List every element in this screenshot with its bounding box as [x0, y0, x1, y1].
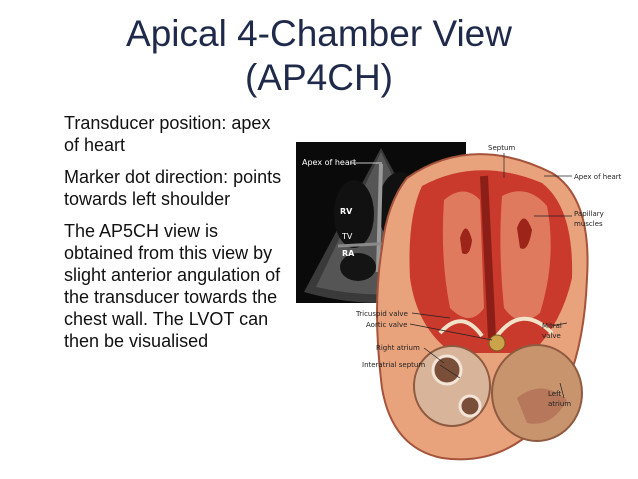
anatomy-label-apex: Apex of heart	[574, 173, 622, 181]
anatomy-label-mitral-1: Mitral	[542, 322, 562, 330]
anatomy-label-septum: Septum	[488, 144, 516, 152]
anatomy-label-left-atrium-1: Left	[548, 390, 562, 398]
heart-anatomy-image	[352, 138, 632, 475]
anatomy-label-papillary-2: muscles	[574, 220, 603, 228]
bullet-list	[64, 112, 284, 362]
anatomy-label-tricuspid: Tricuspid valve	[356, 310, 408, 318]
anatomy-label-mitral-2: valve	[542, 332, 561, 340]
title-line-2: (AP4CH)	[244, 57, 394, 98]
slide-title	[0, 12, 638, 100]
bullet-ap5ch: The AP5CH view is obtained from this view by slight anterior angulation of the transducer towards the chest wall. The LVOT can then be visualised	[64, 221, 281, 351]
anatomy-label-papillary-1: Papillary	[574, 210, 604, 218]
anatomy-label-left-atrium-2: atrium	[548, 400, 572, 408]
bullet-marker-dot: Marker dot direction: points towards left shoulder	[64, 167, 282, 209]
echo-label-ra: RA	[342, 249, 355, 258]
echo-label-tv: TV	[342, 232, 353, 241]
anatomy-label-aortic: Aortic valve	[366, 321, 408, 329]
anatomy-label-right-atrium: Right atrium	[376, 344, 420, 352]
echo-label-apex: Apex of heart	[302, 158, 357, 167]
anatomy-label-interatrial: Interatrial septum	[362, 361, 426, 369]
bullet-transducer-position: Transducer position: apex of heart	[64, 113, 271, 155]
title-line-1: Apical 4-Chamber View	[126, 13, 512, 54]
echo-label-rv: RV	[340, 207, 353, 216]
